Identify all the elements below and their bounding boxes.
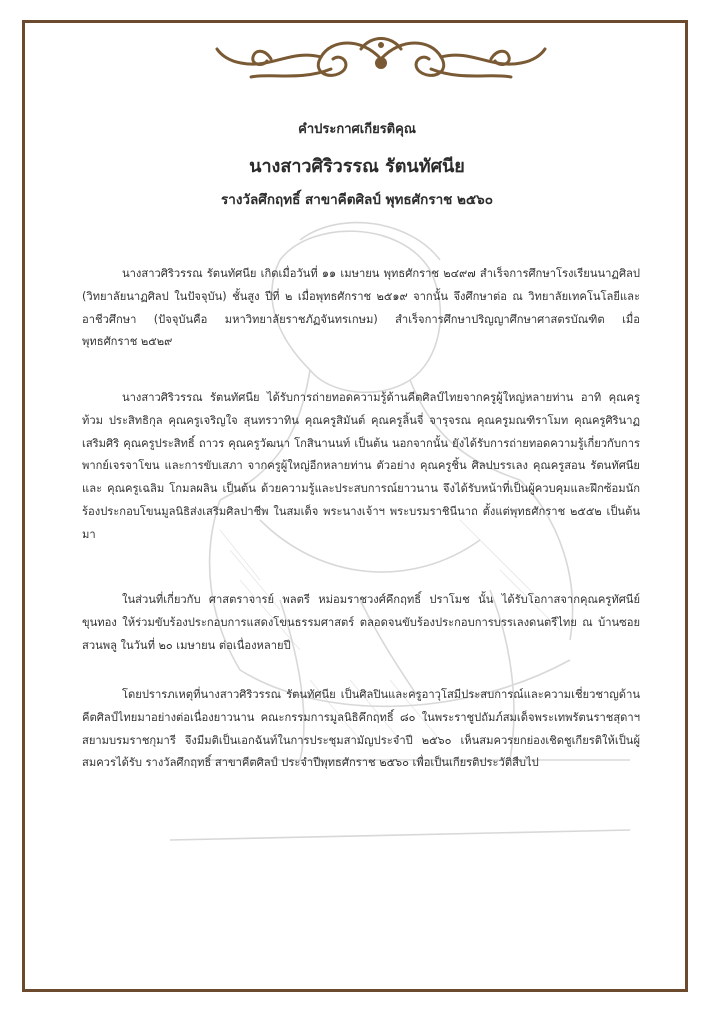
paragraph-resolution: โดยปรารภเหตุที่นางสาวศิริวรรณ รัตนทัศนีย เป็นศิลปินและครูอาวุโสมีประสบการณ์และความเชี่ยวชาญด้านคีตศิลป์ไทยมาอย่างต่อเนื่องยาวนาน คณะกรรมการมูลนิธิคึกฤทธิ์ ๘๐ ในพระราชูปถัมภ์สมเด็จพระเทพรัตนราชสุดาฯ สยามบรมราชกุมารี จึงมีมติเป็นเอกฉันท์ในการประชุมสามัญประจำปี ๒๕๖๐ เห็นสมควรยกย่องเชิดชูเกียรติให้เป็นผู้สมควรได้รับ รางวัลศึกฤทธิ์ สาขาคีตศิลป์ ประจำปีพุทธศักราช ๒๕๖๐ เพื่อเป็นเกียรติประวัติสืบไป [82,688,640,770]
recipient-name: นางสาวศิริวรรณ รัตนทัศนีย [249,156,465,177]
paragraph-training: นางสาวศิริวรรณ รัตนทัศนีย ได้รับการถ่ายทอดความรู้ด้านคีตศิลป์ไทยจากครูผู้ใหญ่หลายท่าน อาทิ คุณครูท้วม ประสิทธิกุล คุณครูเจริญใจ สุนทรวาทิน คุณครูสิมันต์ คุณครูลิ้นจี่ จารุจรณ คุณครูมณฑิราโมท คุณครูศิรินาฏ เสริมศิริ คุณครูประสิทธิ์ ถาวร คุณครูวัฒนา โกสินานนท์ เป็นต้น นอกจากนั้น ยังได้รับการถ่ายทอดความรู้เกี่ยวกับการพากย์เจรจาโขน และการขับเสภา จากครูผู้ใหญ่อีกหลายท่าน ตัวอย่าง คุณครูชิ้น ศิลปบรรเลง คุณครูสอน รัตนทัศนีย และ คุณครูเฉลิม โกมลผลิน เป็นต้น ด้วยความรู้และประสบการณ์ยาวนาน จึงได้รับหน้าที่เป็นผู้ควบคุมและฝึกซ้อมนักร้องประกอบโขนมูลนิธิส่งเสริมศิลปาชีพ ในสมเด็จ พระนางเจ้าฯ พระบรมราชินีนาถ ตั้งแต่พุทธศักราช ๒๕๕๒ เป็นต้นมา [82,391,640,541]
paragraph-biography: นางสาวศิริวรรณ รัตนทัศนีย เกิดเมื่อวันที่ ๑๑ เมษายน พุทธศักราช ๒๔๙๗ สำเร็จการศึกษาโรงเรียนนาฏศิลป (วิทยาลัยนาฏศิลป ในปัจจุบัน) ชั้นสูง ปีที่ ๒ เมื่อพุทธศักราช ๒๕๑๙ จากนั้น จึงศึกษาต่อ ณ วิทยาลัยเทคโนโลยีและอาชีวศึกษา (ปัจจุบันคือ มหาวิทยาลัยราชภัฏจันทรเกษม) สำเร็จการศึกษาปริญญาศึกษาศาสตรบัณฑิต เมื่อพุทธศักราช ๒๕๒๙ [82,267,640,349]
paragraph-kukrit: ในส่วนที่เกี่ยวกับ ศาสตราจารย์ พลตรี หม่อมราชวงศ์คึกฤทธิ์ ปราโมช นั้น ได้รับโอกาสจากคุณครูทัศนีย์ ขุนทอง ให้ร่วมขับร้องประกอบการแสดงโขนธรรมศาสตร์ ตลอดจนขับร้องประกอบการบรรเลงดนตรีไทย ณ บ้านซอยสวนพลู ในวันที่ ๒๐ เมษายน ต่อเนื่องหลายปี [82,593,640,652]
ornament-header-icon [211,29,551,89]
certificate-heading: คำประกาศเกียรติคุณ [298,122,416,137]
award-title: รางวัลศึกฤทธิ์ สาขาคีตศิลป์ พุทธศักราช ๒๕๖๐ [221,192,493,208]
